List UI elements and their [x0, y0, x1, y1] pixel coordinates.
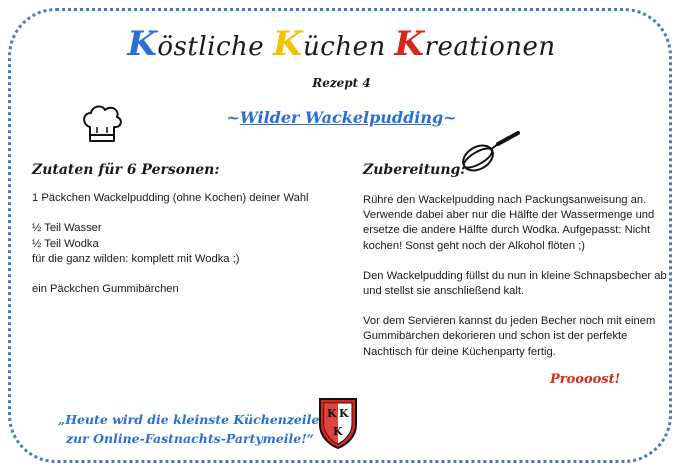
ingredient-line: für die ganz wilden: komplett mit Wodka ;) [32, 252, 240, 265]
title-cap-1: K [127, 24, 158, 64]
ingredient-line: ½ Teil Wasser [32, 222, 102, 235]
ingredients-list [32, 191, 309, 297]
dish-tilde-right: ~ [443, 108, 457, 127]
motto-line-2: zur Online-Fastnachts-Partymeile!“ [66, 431, 314, 446]
ingredient-spacer [32, 206, 309, 221]
ingredients-heading: Zutaten für 6 Personen: [32, 162, 220, 178]
chef-hat-icon [80, 103, 124, 147]
logo-letter: K [327, 407, 337, 420]
dish-name: Wilder Wackelpudding [239, 108, 444, 127]
title-word-3: reationen [424, 32, 556, 62]
motto-text [58, 410, 319, 448]
page-title [0, 24, 683, 64]
title-cap-2: K [272, 24, 304, 64]
title-word-2: üchen [303, 32, 395, 62]
cheer-text: Proooost! [550, 372, 621, 387]
preparation-heading: Zubereitung: [363, 162, 466, 178]
title-word-1: östliche [157, 32, 273, 62]
recipe-number: Rezept 4 [312, 76, 371, 90]
preparation-text [363, 193, 673, 375]
preparation-paragraph: Rühre den Wackelpudding nach Packungsanweisung an. Verwende dabei aber nur die Hälfte der Wassermenge und ersetze die andere Hälfte durch Wodka. Aufgepasst: Nicht kochen! Sonst geht noch der Alkohol flöten ;) [363, 194, 655, 252]
preparation-paragraph: Den Wackelpudding füllst du nun in kleine Schnapsbecher ab und stellst sie anschließend kalt. [363, 269, 667, 298]
dish-tilde-left: ~ [226, 108, 240, 127]
logo-letter: K [339, 407, 349, 420]
ingredient-spacer [32, 267, 309, 282]
logo-letter: K [333, 425, 343, 438]
title-cap-3: K [394, 24, 425, 64]
motto-line-1: „Heute wird die kleinste Küchenzeile [58, 412, 320, 427]
ingredient-line: 1 Päckchen Wackelpudding (ohne Kochen) deiner Wahl [32, 192, 309, 204]
preparation-paragraph: Vor dem Servieren kannst du jeden Becher noch mit einem Gummibärchen dekorieren und schon ist der perfekte Nachtisch für deine Küchenparty fertig. [363, 315, 656, 358]
kkk-logo-shield [318, 395, 358, 450]
whisk-icon [458, 130, 522, 176]
ingredient-line: ein Päckchen Gummibärchen [32, 283, 179, 296]
ingredient-line: ½ Teil Wodka [32, 237, 99, 250]
